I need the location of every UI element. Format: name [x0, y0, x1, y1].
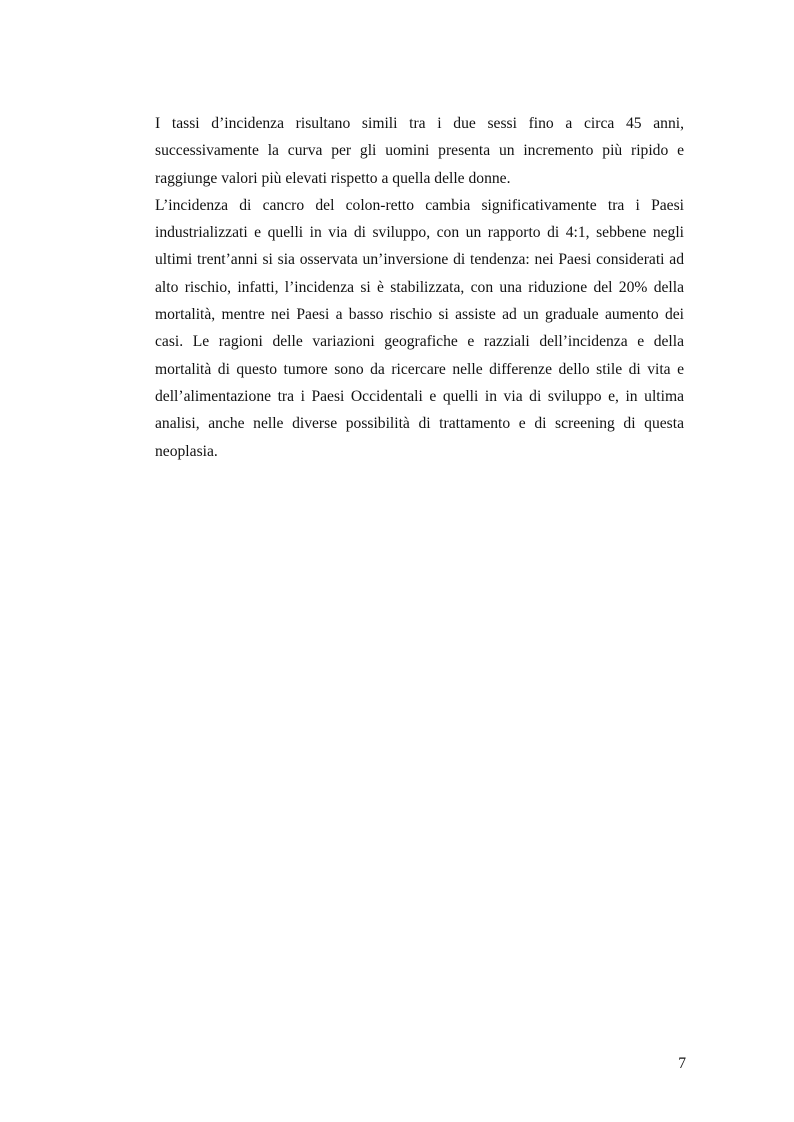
body-text: [155, 110, 684, 465]
paragraph-incidence-by-sex: I tassi d’incidenza risultano simili tra i due sessi fino a circa 45 anni, successivamente la curva per gli uomini presenta un incremento più ripido e raggiunge valori più elevati rispetto a quella delle donne.: [155, 115, 684, 187]
page-number: 7: [678, 1055, 686, 1072]
paragraph-geographic-variation: L’incidenza di cancro del colon-retto cambia significativamente tra i Paesi industrializzati e quelli in via di sviluppo, con un rapporto di 4:1, sebbene negli ultimi trent’anni si sia osservata un’inversione di tendenza: nei Paesi considerati ad alto rischio, infatti, l’incidenza si è stabilizzata, con una riduzione del 20% della mortalità, mentre nei Paesi a basso rischio si assiste ad un graduale aumento dei casi. Le ragioni delle variazioni geografiche e razziali dell’incidenza e della mortalità di questo tumore sono da ricercare nelle differenze dello stile di vita e dell’alimentazione tra i Paesi Occidentali e quelli in via di sviluppo e, in ultima analisi, anche nelle diverse possibilità di trattamento e di screening di questa neoplasia.: [155, 196, 684, 460]
